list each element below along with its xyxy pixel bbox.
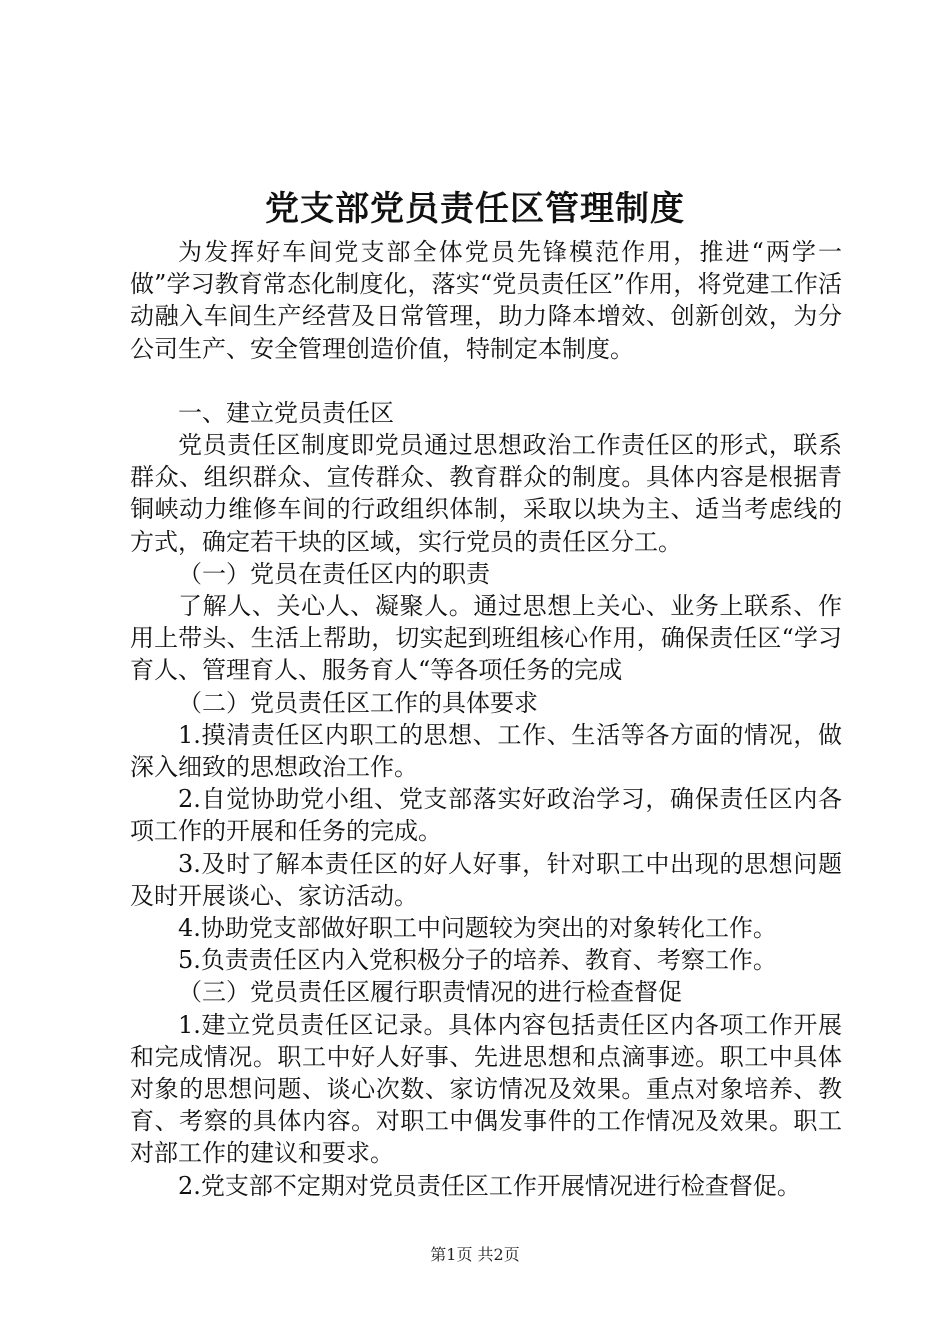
list-item: 5.负责责任区内入党积极分子的培养、教育、考察工作。 bbox=[178, 946, 777, 975]
intro-paragraph: 为发挥好车间党支部全体党员先锋模范作用，推进“两学一做”学习教育常态化制度化，落实“党员责任区”作用，将党建工作活动融入车间生产经营及日常管理，助力降本增效、创新创效，为分公司生产、安全管理创造价值，特制定本制度。 bbox=[130, 238, 842, 363]
list-item: 1.建立党员责任区记录。具体内容包括责任区内各项工作开展和完成情况。职工中好人好事、先进思想和点滴事迹。职工中具体对象的思想问题、谈心次数、家访情况及效果。重点对象培养、教育、考察的具体内容。对职工中偶发事件的工作情况及效果。职工对部工作的建议和要求。 bbox=[130, 1010, 842, 1168]
page-footer: 第1页 共2页 bbox=[430, 1245, 520, 1264]
list-item: 2.党支部不定期对党员责任区工作开展情况进行检查督促。 bbox=[178, 1171, 801, 1200]
document-body bbox=[130, 236, 842, 1202]
list-item: 2.自觉协助党小组、党支部落实好政治学习，确保责任区内各项工作的开展和任务的完成。 bbox=[130, 785, 842, 846]
body-paragraph: 党员责任区制度即党员通过思想政治工作责任区的形式，联系群众、组织群众、宣传群众、教育群众的制度。具体内容是根据青铜峡动力维修车间的行政组织体制，采取以块为主、适当考虑线的方式，确定若干块的区域，实行党员的责任区分工。 bbox=[130, 431, 842, 556]
list-item: 1.摸清责任区内职工的思想、工作、生活等各方面的情况，做深入细致的思想政治工作。 bbox=[130, 720, 842, 782]
subsection-heading-2: （二）党员责任区工作的具体要求 bbox=[178, 688, 538, 717]
subsection-heading-1: （一）党员在责任区内的职责 bbox=[178, 559, 490, 588]
list-item: 4.协助党支部做好职工中问题较为突出的对象转化工作。 bbox=[178, 914, 777, 943]
document-title: 党支部党员责任区管理制度 bbox=[265, 189, 685, 229]
body-paragraph: 了解人、关心人、凝聚人。通过思想上关心、业务上联系、作用上带头、生活上帮助，切实起到班组核心作用，确保责任区“学习育人、管理育人、服务育人“等各项任务的完成 bbox=[130, 592, 842, 685]
list-item: 3.及时了解本责任区的好人好事，针对职工中出现的思想问题及时开展谈心、家访活动。 bbox=[130, 849, 842, 910]
section-heading-1: 一、建立党员责任区 bbox=[178, 398, 394, 427]
subsection-heading-3: （三）党员责任区履行职责情况的进行检查督促 bbox=[178, 978, 682, 1007]
